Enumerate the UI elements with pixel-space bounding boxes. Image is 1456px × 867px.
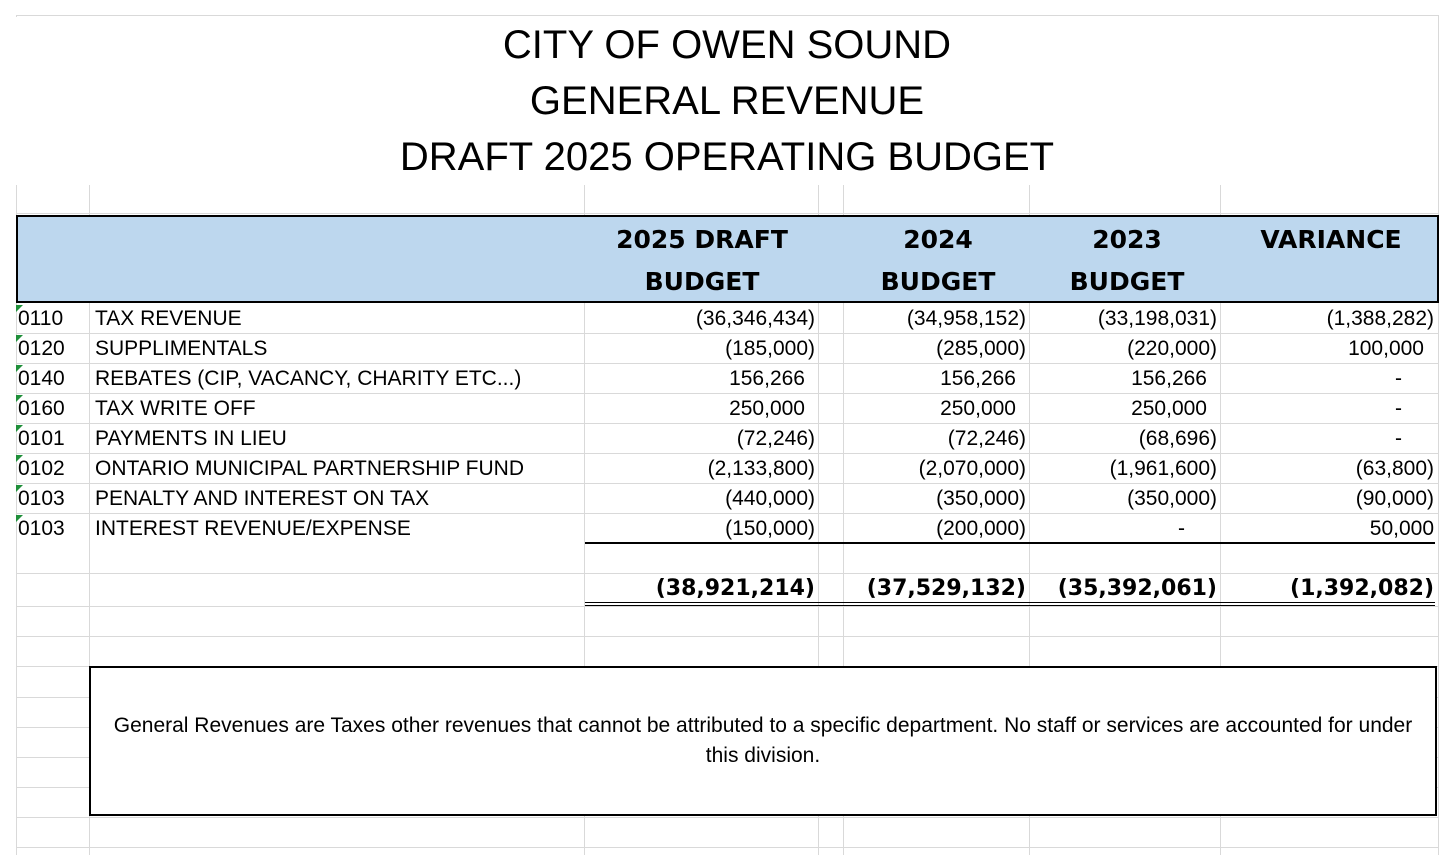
double-rule-bottom — [585, 605, 1435, 606]
table-row — [0, 394, 1456, 424]
double-rule-top — [585, 602, 1435, 603]
table-row — [0, 484, 1456, 514]
budget-2023-value: (33,198,031) — [1097, 307, 1217, 330]
table-row — [0, 514, 1456, 544]
budget-2025-value: (2,133,800) — [707, 457, 815, 480]
account-description: ONTARIO MUNICIPAL PARTNERSHIP FUND — [95, 457, 524, 480]
budget-2024-value: 156,266 — [940, 367, 1016, 390]
header-2025-line2: BUDGET — [644, 267, 760, 296]
variance-value: - — [1395, 427, 1402, 450]
budget-2024-value: (350,000) — [936, 487, 1026, 510]
budget-2024-value: (285,000) — [936, 337, 1026, 360]
account-code: 0102 — [18, 457, 65, 480]
totals-row — [0, 574, 1456, 604]
account-description: TAX REVENUE — [95, 307, 242, 330]
table-row — [0, 454, 1456, 484]
division-note — [89, 666, 1437, 816]
title-division: GENERAL REVENUE — [16, 73, 1438, 129]
account-code: 0140 — [18, 367, 65, 390]
account-code: 0160 — [18, 397, 65, 420]
header-variance: VARIANCE — [1260, 225, 1402, 254]
header-2023-line2: BUDGET — [1069, 267, 1185, 296]
account-description: REBATES (CIP, VACANCY, CHARITY ETC...) — [95, 367, 522, 390]
variance-value: (1,388,282) — [1326, 307, 1434, 330]
budget-2023-value: - — [1178, 517, 1185, 540]
budget-2024-value: (200,000) — [936, 517, 1026, 540]
variance-value: (90,000) — [1355, 487, 1434, 510]
header-2024-line2: BUDGET — [880, 267, 996, 296]
account-description: INTEREST REVENUE/EXPENSE — [95, 517, 411, 540]
header-2024-line1: 2024 — [903, 225, 973, 254]
budget-2023-value: 156,266 — [1131, 367, 1207, 390]
table-row — [0, 364, 1456, 394]
budget-2024-value: 250,000 — [940, 397, 1016, 420]
account-code: 0110 — [18, 307, 64, 330]
variance-value: - — [1395, 367, 1402, 390]
title-budget: DRAFT 2025 OPERATING BUDGET — [16, 129, 1438, 185]
budget-2025-value: (72,246) — [736, 427, 815, 450]
total-variance-value: (1,392,082) — [1290, 576, 1434, 601]
variance-value: - — [1395, 397, 1402, 420]
account-description: TAX WRITE OFF — [95, 397, 256, 420]
column-header-band — [16, 215, 1439, 303]
account-code: 0103 — [18, 487, 65, 510]
budget-2023-value: (220,000) — [1127, 337, 1217, 360]
budget-2025-value: (185,000) — [725, 337, 815, 360]
account-code: 0101 — [18, 427, 65, 450]
budget-2023-value: (68,696) — [1138, 427, 1217, 450]
division-note-text: General Revenues are Taxes other revenues that cannot be attributed to a specific department. No staff or services are accounted for under this division. — [113, 714, 1413, 767]
variance-value: 50,000 — [1369, 517, 1434, 540]
account-code: 0120 — [18, 337, 65, 360]
variance-value: (63,800) — [1355, 457, 1434, 480]
total-2024-value: (37,529,132) — [866, 576, 1026, 601]
header-2023-line1: 2023 — [1092, 225, 1162, 254]
table-row — [0, 304, 1456, 334]
budget-2023-value: (1,961,600) — [1109, 457, 1217, 480]
budget-2025-value: (440,000) — [725, 487, 815, 510]
account-code: 0103 — [18, 517, 65, 540]
budget-2025-value: (36,346,434) — [695, 307, 815, 330]
table-row — [0, 334, 1456, 364]
title-city: CITY OF OWEN SOUND — [16, 17, 1438, 73]
subtotal-rule — [585, 542, 1435, 544]
budget-2025-value: 250,000 — [729, 397, 805, 420]
table-row — [0, 424, 1456, 454]
budget-2024-value: (2,070,000) — [918, 457, 1026, 480]
budget-2025-value: (150,000) — [725, 517, 815, 540]
variance-value: 100,000 — [1348, 337, 1424, 360]
total-2025-value: (38,921,214) — [655, 576, 815, 601]
account-description: SUPPLIMENTALS — [95, 337, 268, 360]
header-2025-line1: 2025 DRAFT — [616, 225, 788, 254]
budget-2023-value: 250,000 — [1131, 397, 1207, 420]
total-2023-value: (35,392,061) — [1057, 576, 1217, 601]
budget-2023-value: (350,000) — [1127, 487, 1217, 510]
account-description: PAYMENTS IN LIEU — [95, 427, 287, 450]
budget-2024-value: (34,958,152) — [906, 307, 1026, 330]
account-description: PENALTY AND INTEREST ON TAX — [95, 487, 430, 510]
budget-2024-value: (72,246) — [947, 427, 1026, 450]
budget-2025-value: 156,266 — [729, 367, 805, 390]
